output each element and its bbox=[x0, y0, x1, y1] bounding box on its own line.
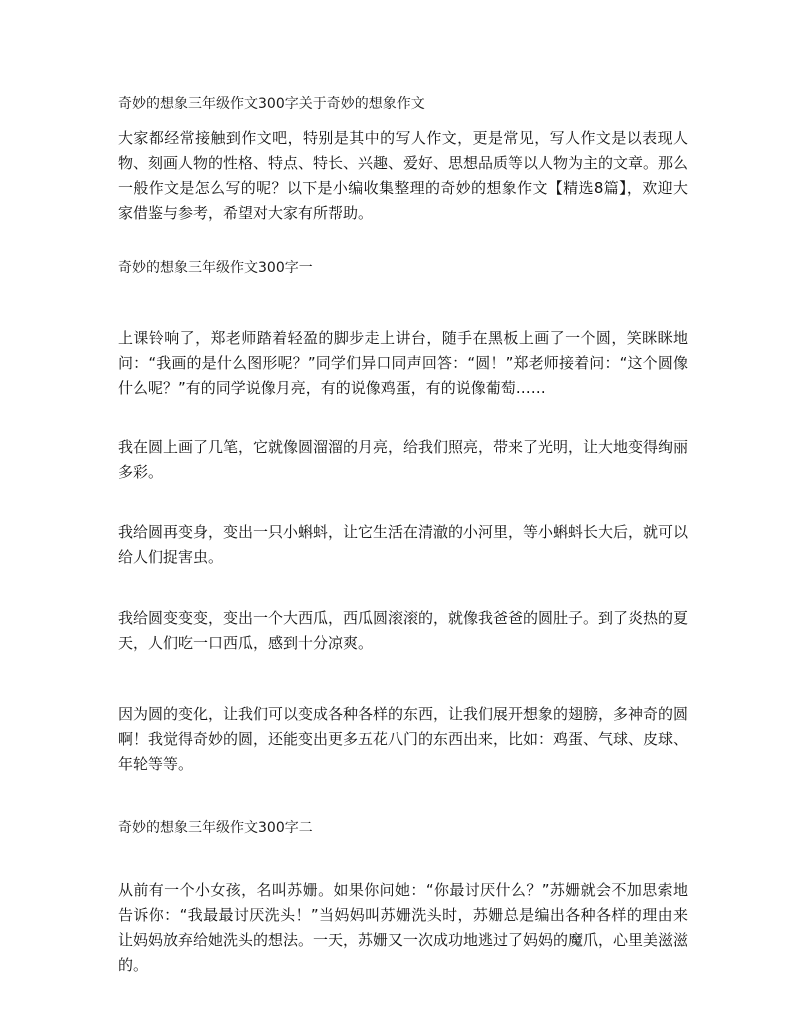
section2-paragraph: 从前有一个小女孩，名叫苏姗。如果你问她：“你最讨厌什么？”苏姗就会不加思索地告诉你：“我最最讨厌洗头！”当妈妈叫苏姗洗头时，苏姗总是编出各种各样的理由来让妈妈放弃给她洗头的想法。一天，苏姗又一次成功地逃过了妈妈的魔爪，心里美滋滋的。 bbox=[118, 881, 689, 974]
section1-paragraph: 我在圆上画了几笔，它就像圆溜溜的月亮，给我们照亮，带来了光明，让大地变得绚丽多彩。 bbox=[118, 438, 689, 481]
section-heading-2: 奇妙的想象三年级作文300字二 bbox=[118, 820, 313, 836]
section1-paragraph: 我给圆变变变，变出一个大西瓜，西瓜圆滚滚的，就像我爸爸的圆肚子。到了炎热的夏天，人们吃一口西瓜，感到十分凉爽。 bbox=[118, 609, 689, 652]
section-heading-1: 奇妙的想象三年级作文300字一 bbox=[118, 260, 313, 276]
section1-paragraph: 我给圆再变身，变出一只小蝌蚪，让它生活在清澈的小河里，等小蝌蚪长大后，就可以给人们捉害虫。 bbox=[118, 523, 689, 566]
section1-paragraph: 上课铃响了，郑老师踏着轻盈的脚步走上讲台，随手在黑板上画了一个圆，笑眯眯地问：“我画的是什么图形呢？”同学们异口同声回答：“圆！”郑老师接着问：“这个圆像什么呢？”有的同学说像月亮，有的说像鸡蛋，有的说像葡萄…… bbox=[118, 329, 688, 397]
document-title: 奇妙的想象三年级作文300字关于奇妙的想象作文 bbox=[118, 96, 425, 112]
section1-paragraph: 因为圆的变化，让我们可以变成各种各样的东西，让我们展开想象的翅膀，多神奇的圆啊！我觉得奇妙的圆，还能变出更多五花八门的东西出来，比如：鸡蛋、气球、皮球、年轮等等。 bbox=[118, 705, 689, 773]
intro-paragraph: 大家都经常接触到作文吧，特别是其中的写人作文，更是常见，写人作文是以表现人物、刻画人物的性格、特点、特长、兴趣、爱好、思想品质等以人物为主的文章。那么一般作文是怎么写的呢？以下是小编收集整理的奇妙的想象作文【精选8篇】，欢迎大家借鉴与参考，希望对大家有所帮助。 bbox=[118, 129, 689, 222]
